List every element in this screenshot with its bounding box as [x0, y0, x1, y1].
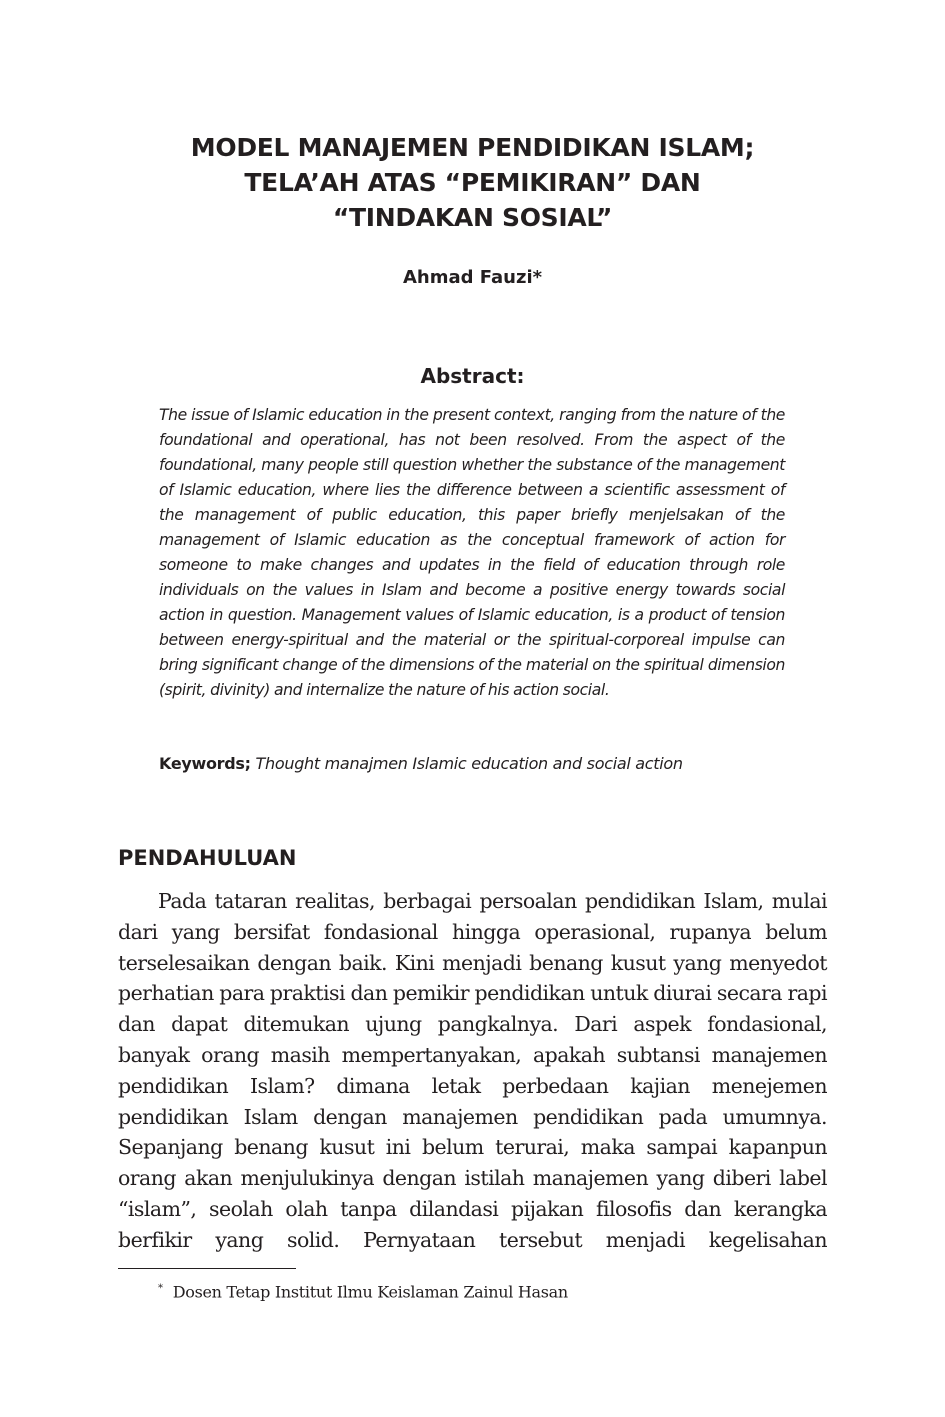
footnote: [158, 1277, 568, 1304]
author-name: Ahmad Fauzi*: [402, 267, 543, 288]
title-line-1: MODEL MANAJEMEN PENDIDIKAN ISLAM;: [190, 133, 755, 162]
abstract-body: The issue of Islamic education in the present context, ranging from the nature of the foundational and operational, has not been resolved. From the aspect of the foundational, many people still question whether the substance of the management of Islamic education, where lies the difference between a scientific assessment of the management of public education, this paper briefly menjelsakan of the management of Islamic education as the conceptual framework of action for someone to make changes and updates in the field of education through role individuals on the values in Islam and become a positive energy towards social action in question. Management values of Islamic education, is a product of tension between energy-spiritual and the material or the spiritual-corporeal impulse can bring significant change of the dimensions of the material on the spiritual dimension (spirit, divinity) and internalize the nature of his action social.: [159, 406, 785, 699]
keywords-label: Keywords;: [159, 754, 251, 773]
title-line-2: TELA’AH ATAS “PEMIKIRAN” DAN: [244, 168, 701, 197]
keywords-text: Thought manajmen Islamic education and social action: [255, 754, 683, 773]
abstract-heading: Abstract:: [420, 364, 525, 388]
footnote-divider: [118, 1268, 296, 1269]
keywords: [159, 751, 785, 776]
footnote-mark: *: [158, 1283, 163, 1294]
title-line-3: “TINDAKAN SOSIAL”: [332, 203, 613, 232]
paper-title: [118, 130, 827, 235]
section-heading: PENDAHULUAN: [118, 846, 297, 870]
footnote-text: Dosen Tetap Institut Ilmu Keislaman Zainul Hasan: [172, 1282, 568, 1302]
body-paragraph: Pada tataran realitas, berbagai persoalan pendidikan Islam, mulai dari yang bersifat fondasional hingga operasional, rupanya belum terselesaikan dengan baik. Kini menjadi benang kusut yang menyedot perhatian para praktisi dan pemikir pendidikan untuk diurai secara rapi dan dapat ditemukan ujung pangkalnya. Dari aspek fondasional, banyak orang masih mempertanyakan, apakah subtansi manajemen pendidikan Islam? dimana letak perbedaan kajian menejemen pendidikan Islam dengan manajemen pendidikan pada umumnya. Sepanjang benang kusut ini belum terurai, maka sampai kapanpun orang akan menjulukinya dengan istilah manajemen yang diberi label “islam”, seolah olah tanpa dilandasi pijakan filosofis dan kerangka berfikir yang solid. Pernyataan tersebut menjadi kegelisahan: [118, 889, 827, 1252]
